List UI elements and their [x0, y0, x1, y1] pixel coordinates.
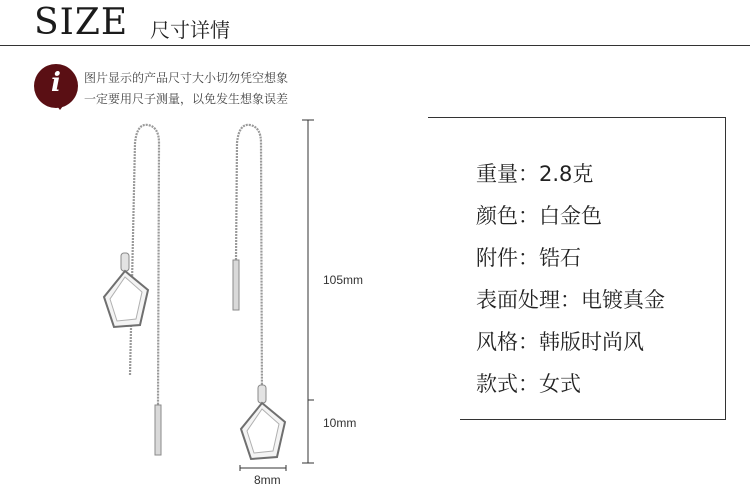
notice-line-1: 图片显示的产品尺寸大小切勿凭空想象	[84, 71, 289, 85]
size-title: SIZE	[34, 2, 129, 43]
right-bail	[258, 385, 266, 403]
spec-label: 表面处理	[476, 288, 560, 312]
spec-value: 电镀真金	[581, 288, 665, 312]
spec-label: 重量	[476, 162, 518, 186]
left-chain	[130, 125, 159, 405]
header-divider	[0, 45, 750, 46]
spec-panel	[428, 117, 726, 420]
size-subtitle: 尺寸详情	[150, 18, 230, 42]
spec-border-bottom	[460, 419, 726, 420]
spec-border-top	[428, 117, 726, 118]
spec-value: 女式	[539, 372, 581, 396]
info-icon-letter: i	[51, 68, 61, 98]
spec-row-color: 颜色：白金色	[476, 204, 602, 228]
header	[0, 0, 750, 46]
spec-value: 锆石	[539, 246, 581, 270]
spec-row-style: 风格：韩版时尚风	[476, 330, 644, 354]
spec-list	[476, 153, 665, 405]
width-label: 8mm	[254, 473, 281, 487]
left-bar	[155, 405, 161, 455]
spec-row-accessory: 附件：锆石	[476, 246, 581, 270]
size-notice	[34, 64, 364, 110]
right-chain	[236, 125, 262, 403]
left-bail	[121, 253, 129, 271]
info-icon	[34, 64, 78, 108]
length-label: 105mm	[323, 273, 364, 287]
notice-line-2: 一定要用尺子测量，以免发生想象误差	[84, 92, 289, 106]
spec-value: 白金色	[539, 204, 602, 228]
right-bar	[233, 260, 239, 310]
spec-value: 韩版时尚风	[539, 330, 644, 354]
spec-row-finish: 表面处理：电镀真金	[476, 288, 665, 312]
earring-illustration	[90, 115, 390, 495]
spec-border-right	[725, 117, 726, 420]
spec-label: 颜色	[476, 204, 518, 228]
spec-label: 款式	[476, 372, 518, 396]
pendant-length-label: 10mm	[323, 416, 357, 430]
spec-row-type: 款式：女式	[476, 372, 581, 396]
spec-row-weight: 重量：2.8克	[476, 162, 594, 186]
product-image	[90, 115, 390, 495]
spec-label: 风格	[476, 330, 518, 354]
spec-value: 2.8克	[539, 162, 594, 186]
spec-label: 附件	[476, 246, 518, 270]
